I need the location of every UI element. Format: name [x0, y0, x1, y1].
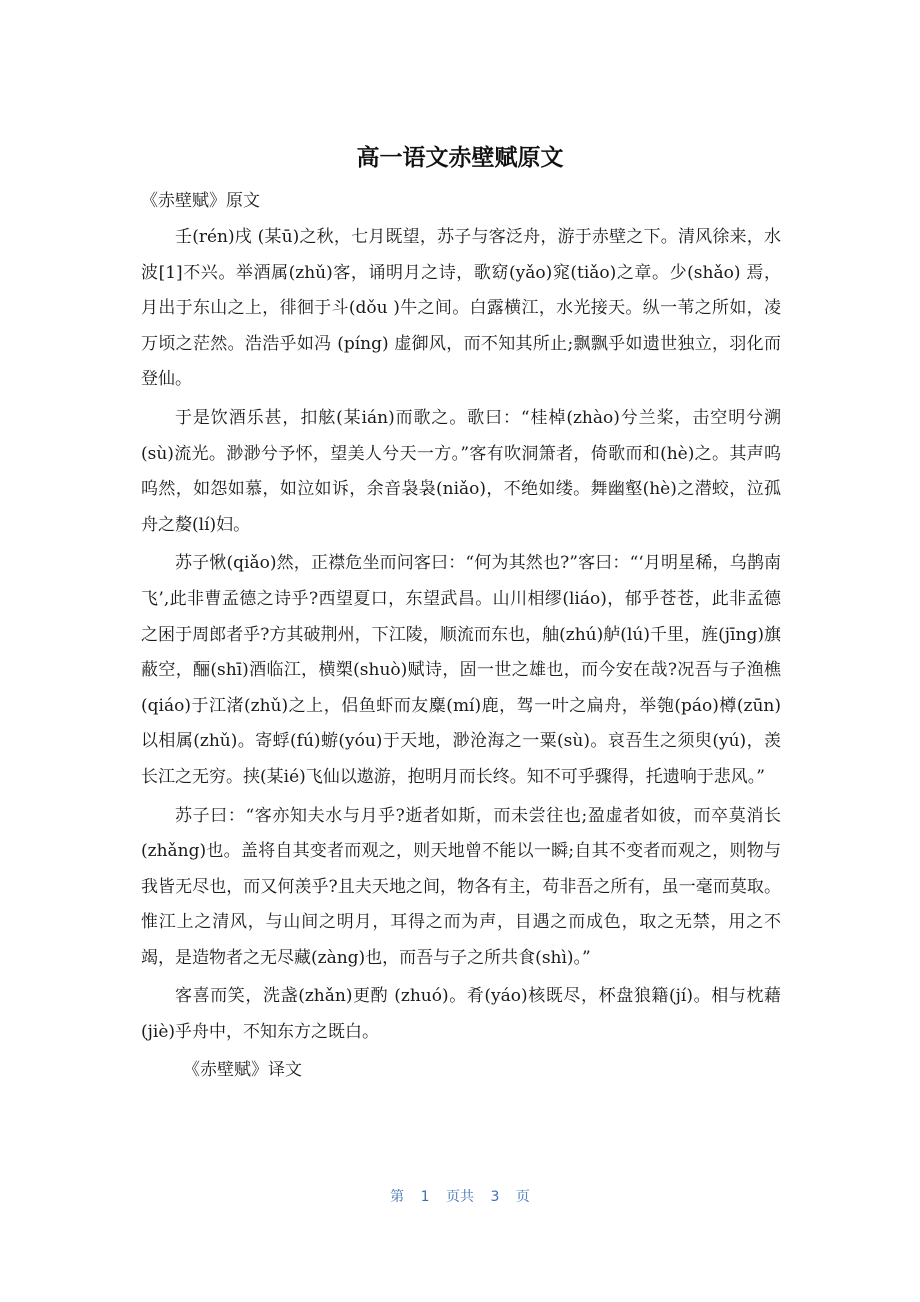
footer-page-number: 1 — [420, 1189, 430, 1205]
document-body — [141, 186, 781, 1087]
document-title: 高一语文赤壁赋原文 — [356, 145, 564, 171]
page-footer — [0, 1186, 920, 1208]
footer-mid: 页共 — [446, 1189, 474, 1205]
section-heading-translation: 《赤壁赋》译文 — [183, 1059, 302, 1080]
footer-prefix: 第 — [390, 1189, 405, 1205]
paragraph-2: 于是饮酒乐甚，扣舷(某ián)而歌之。歌曰：“桂棹(zhào)兮兰桨，击空明兮溯(sù)流光。渺渺兮予怀，望美人兮天一方。”客有吹洞箫者，倚歌而和(hè)之。其声呜呜然，如怨如慕，如泣如诉，余音袅袅(niǎo)，不绝如缕。舞幽壑(hè)之潜蛟，泣孤舟之嫠(lí)妇。 — [141, 407, 781, 535]
paragraph-5: 客喜而笑，洗盏(zhǎn)更酌 (zhuó)。肴(yáo)核既尽，杯盘狼籍(jí)。相与枕藉(jiè)乎舟中，不知东方之既白。 — [141, 986, 781, 1043]
section-heading-original: 《赤壁赋》原文 — [141, 191, 260, 211]
paragraph-3: 苏子愀(qiǎo)然，正襟危坐而问客曰：“何为其然也?”客曰：“‘月明星稀，乌鹊南飞’,此非曹孟德之诗乎?西望夏口，东望武昌。山川相缪(liáo)，郁乎苍苍，此非孟德之困于周郎者乎?方其破荆州，下江陵，顺流而东也，舳(zhú)舻(lú)千里，旌(jīng)旗蔽空，酾(shī)酒临江，横槊(shuò)赋诗，固一世之雄也，而今安在哉?况吾与子渔樵(qiáo)于江渚(zhǔ)之上，侣鱼虾而友麋(mí)鹿，驾一叶之扁舟，举匏(páo)樽(zūn)以相属(zhǔ)。寄蜉(fú)蝣(yóu)于天地，渺沧海之一粟(sù)。哀吾生之须臾(yú)，羡长江之无穷。挟(某ié)飞仙以遨游，抱明月而长终。知不可乎骤得，托遗响于悲风。” — [141, 553, 781, 787]
footer-page-total: 3 — [490, 1189, 500, 1205]
paragraph-1: 壬(rén)戌 (某ū)之秋，七月既望，苏子与客泛舟，游于赤壁之下。清风徐来，水波[1]不兴。举酒属(zhǔ)客，诵明月之诗，歌窈(yǎo)窕(tiǎo)之章。少(shǎo) 焉，月出于东山之上，徘徊于斗(dǒu )牛之间。白露横江，水光接天。纵一苇之所如，凌万顷之茫然。浩浩乎如冯 (píng) 虚御风，而不知其所止;飘飘乎如遗世独立，羽化而登仙。 — [141, 227, 781, 390]
paragraph-4: 苏子曰：“客亦知夫水与月乎?逝者如斯，而未尝往也;盈虚者如彼，而卒莫消长(zhǎng)也。盖将自其变者而观之，则天地曾不能以一瞬;自其不变者而观之，则物与我皆无尽也，而又何羡乎?且夫天地之间，物各有主，苟非吾之所有，虽一毫而莫取。惟江上之清风，与山间之明月，耳得之而为声，目遇之而成色，取之无禁，用之不竭，是造物者之无尽藏(zàng)也，而吾与子之所共食(shì)。” — [141, 805, 781, 968]
footer-suffix: 页 — [515, 1189, 530, 1205]
